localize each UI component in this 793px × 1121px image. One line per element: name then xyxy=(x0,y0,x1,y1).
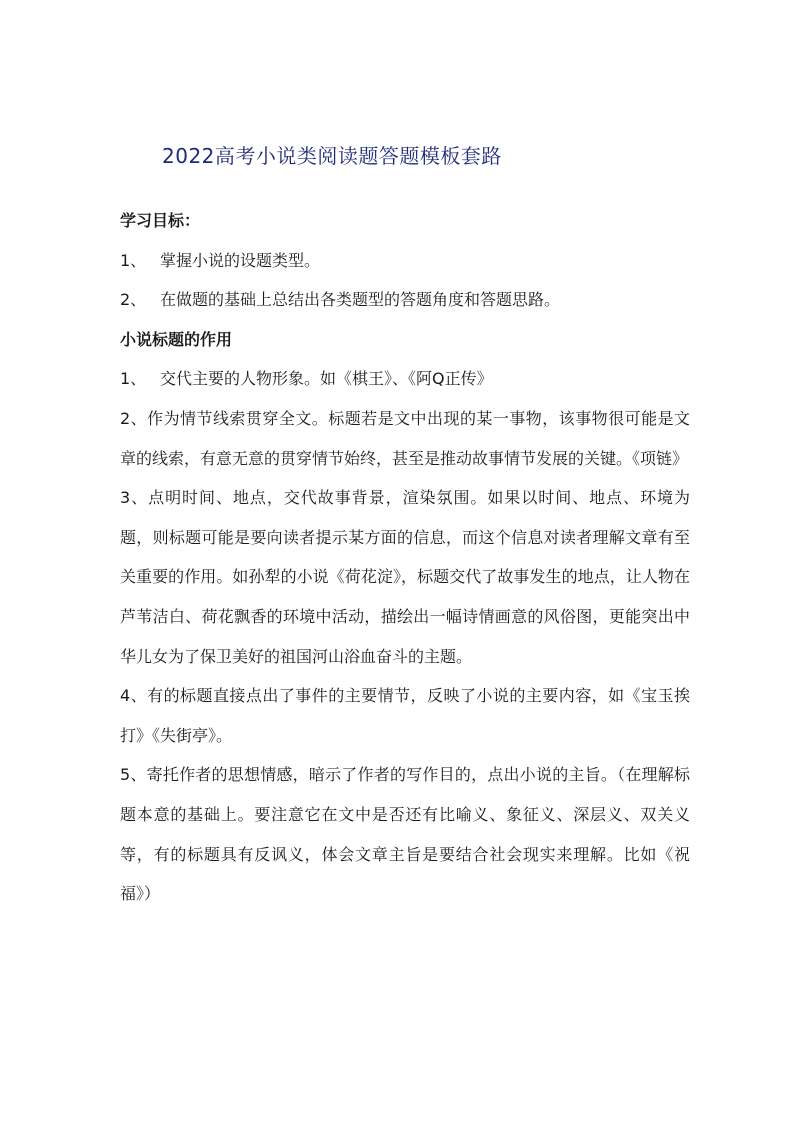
point-text: 交代主要的人物形象。如《棋王》、《阿Q正传》 xyxy=(160,369,493,389)
title-function-point: 5、寄托作者的思想情感，暗示了作者的写作目的，点出小说的主旨。（在理解标题本意的基础上。要注意它在文中是否还有比喻义、象征义、深层义、双关义等，有的标题具有反讽义，体会文章主旨是要结合社会现实来理解。比如《祝福》） xyxy=(120,765,690,904)
objective-item xyxy=(120,280,690,320)
title-function-point: 4、有的标题直接点出了事件的主要情节，反映了小说的主要内容，如《宝玉挨打》《失街亭》。 xyxy=(120,686,690,745)
objective-text: 掌握小说的设题类型。 xyxy=(160,250,321,270)
title-function-point: 2、作为情节线索贯穿全文。标题若是文中出现的某一事物，该事物很可能是文章的线索，有意无意的贯穿情节始终，甚至是推动故事情节发展的关键。《项链》 xyxy=(120,408,690,468)
document-body xyxy=(120,201,690,914)
list-number: 1、 xyxy=(120,250,147,270)
list-number: 2、 xyxy=(120,290,147,310)
section-heading: 小说标题的作用 xyxy=(120,329,233,349)
objective-text: 在做题的基础上总结出各类题型的答题角度和答题思路。 xyxy=(160,290,561,310)
title-function-point: 3、点明时间、地点，交代故事背景，渲染氛围。如果以时间、地点、环境为题，则标题可能是要向读者提示某方面的信息，而这个信息对读者理解文章有至关重要的作用。如孙犁的小说《荷花淀》，标题交代了故事发生的地点，让人物在芦苇洁白、荷花飘香的环境中活动，描绘出一幅诗情画意的风俗图，更能突出中华儿女为了保卫美好的祖国河山浴血奋斗的主题。 xyxy=(120,488,690,666)
list-number: 1、 xyxy=(120,369,147,389)
objective-item xyxy=(120,241,690,281)
document-title: 2022高考小说类阅读题答题模板套路 xyxy=(162,144,502,168)
title-function-point xyxy=(120,359,690,399)
objectives-heading: 学习目标： xyxy=(120,211,201,230)
